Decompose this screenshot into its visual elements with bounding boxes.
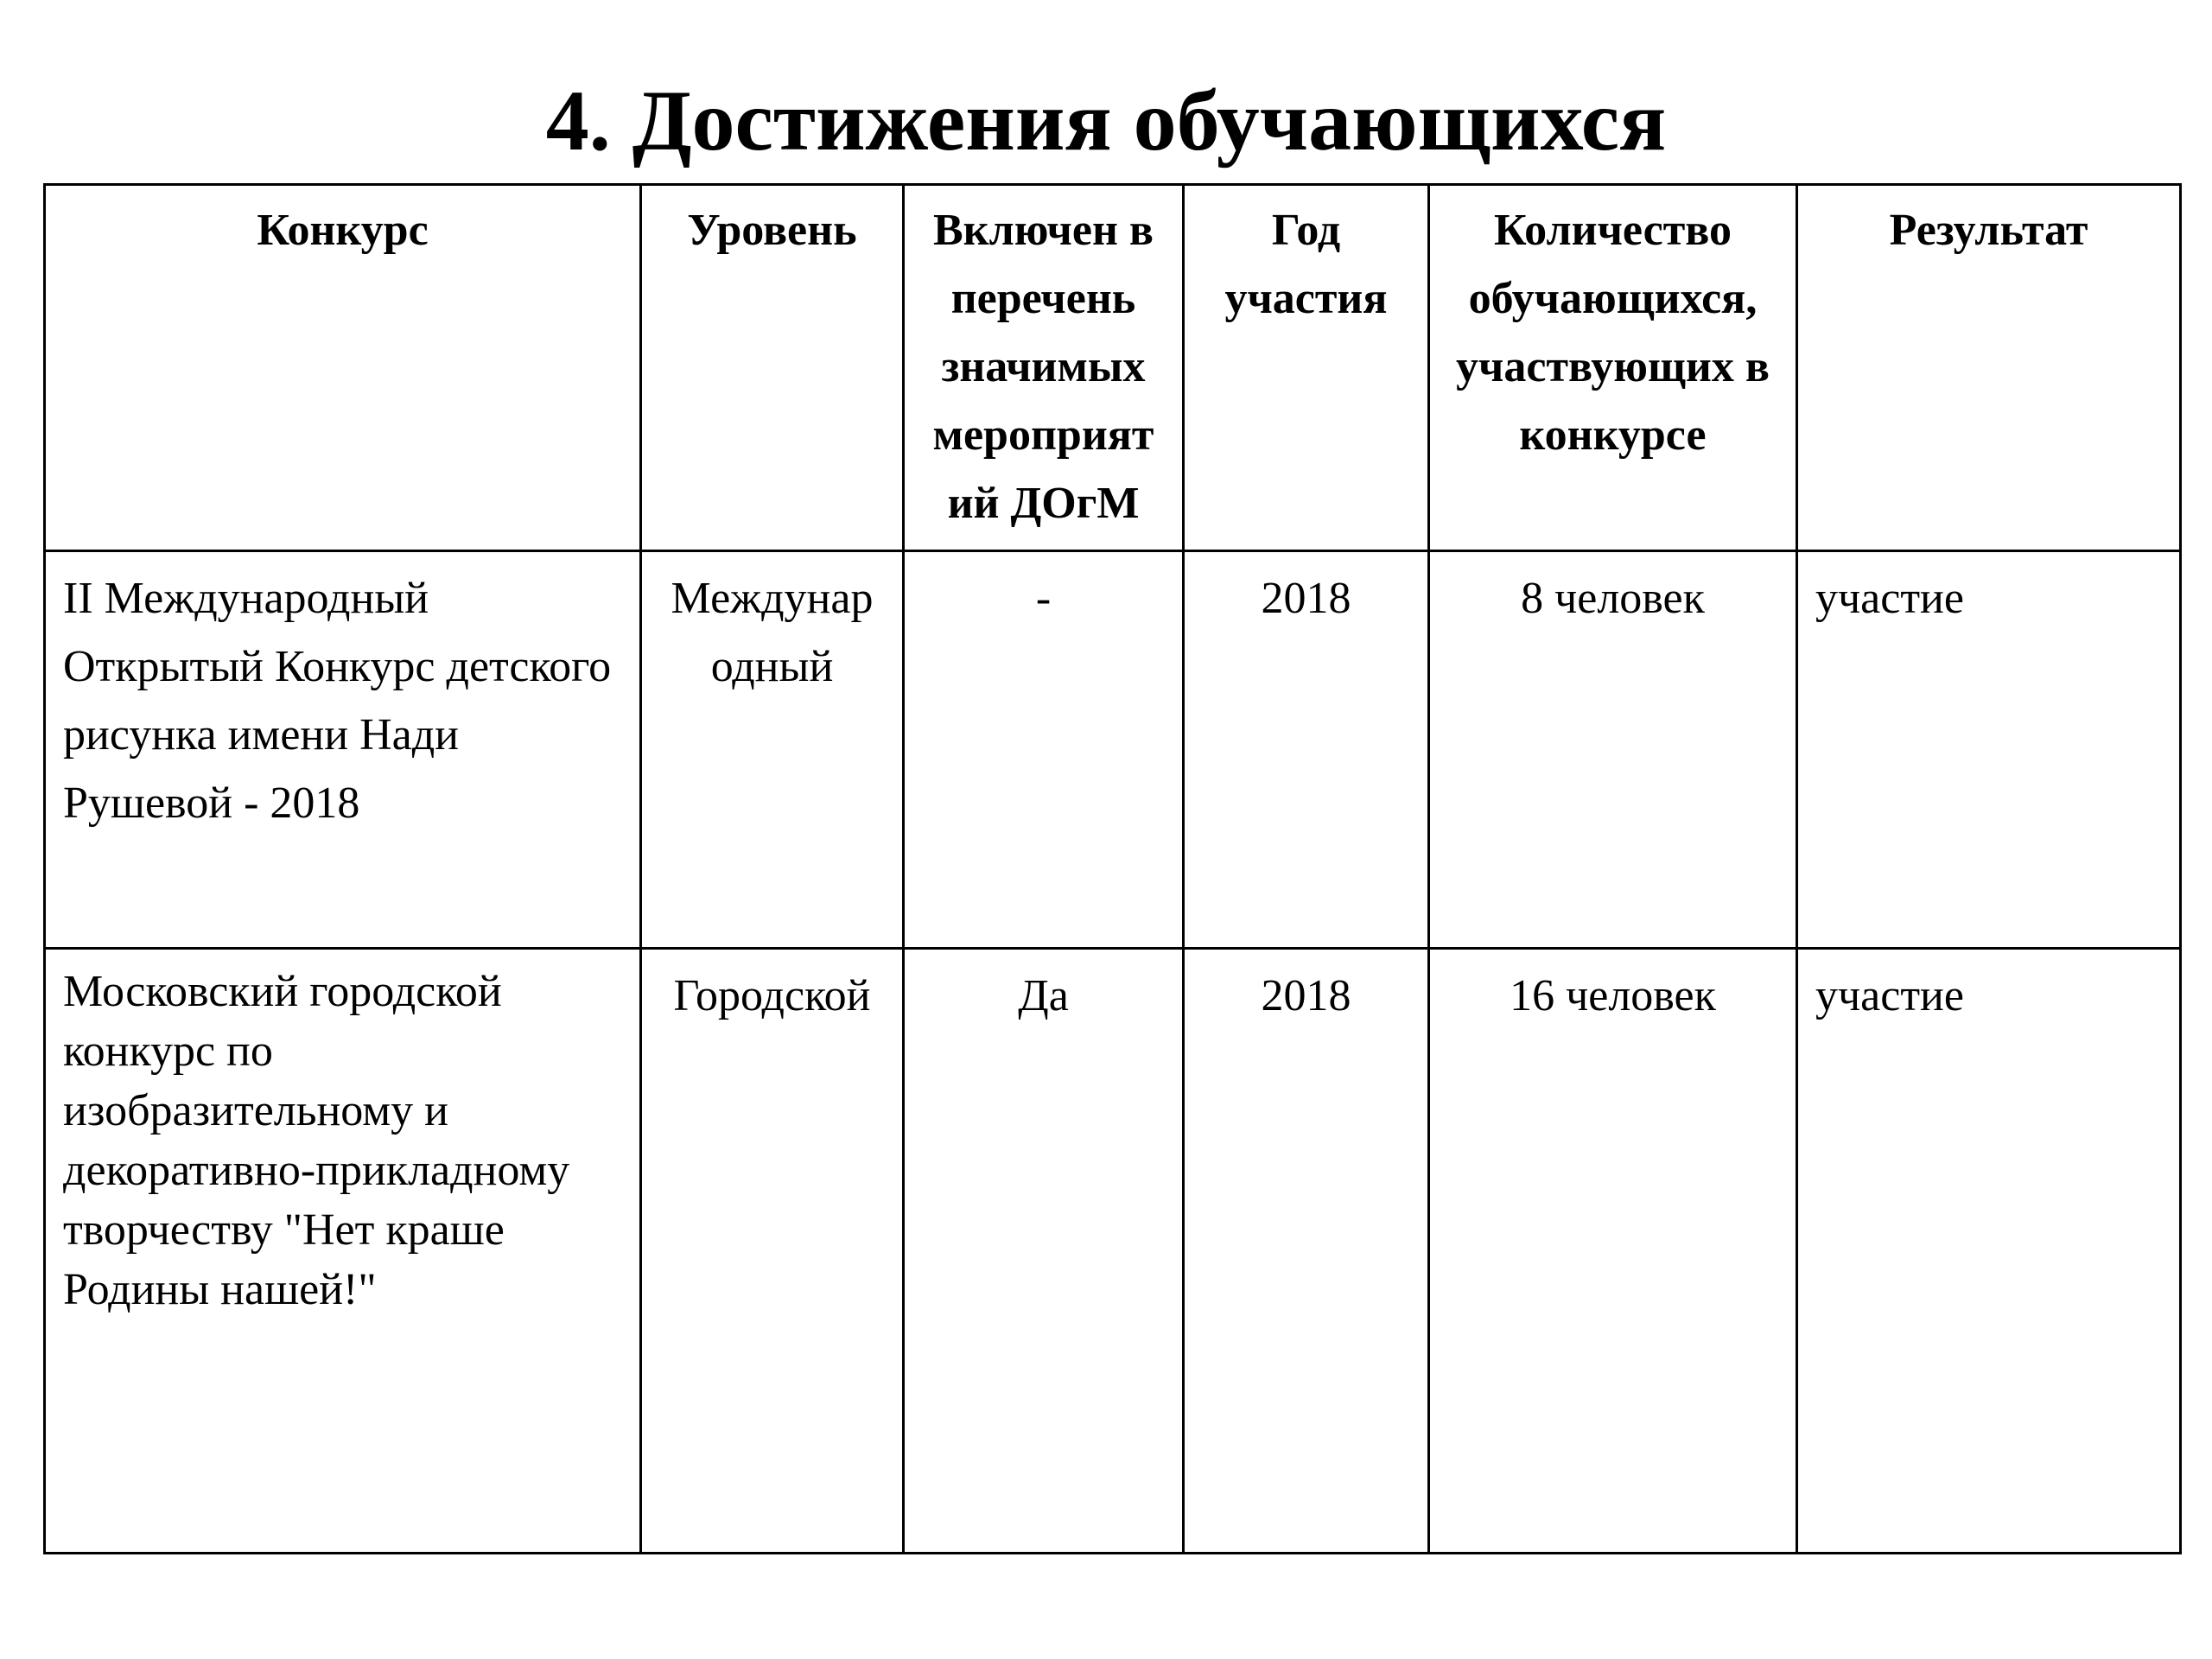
page-title: 4. Достижения обучающихся (545, 73, 1667, 168)
header-count: Количество обучающихся, участвующих в конкурсе (1429, 185, 1797, 551)
cell-count: 16 человек (1429, 949, 1797, 1554)
table-row (45, 949, 2181, 1554)
cell-level: Междунар одный (641, 551, 904, 949)
table-header-row (45, 185, 2181, 551)
cell-year: 2018 (1184, 551, 1429, 949)
header-included: Включен в перечень значимых мероприят ий ДОгМ (904, 185, 1184, 551)
table-row (45, 551, 2181, 949)
cell-level: Городской (641, 949, 904, 1554)
header-contest: Конкурс (45, 185, 641, 551)
cell-contest: II Международный Открытый Конкурс детского рисунка имени Нади Рушевой - 2018 (45, 551, 641, 949)
cell-year: 2018 (1184, 949, 1429, 1554)
header-year: Год участия (1184, 185, 1429, 551)
cell-count: 8 человек (1429, 551, 1797, 949)
cell-result: участие (1797, 551, 2181, 949)
cell-result: участие (1797, 949, 2181, 1554)
achievements-table (43, 183, 2182, 1554)
cell-included: - (904, 551, 1184, 949)
cell-included: Да (904, 949, 1184, 1554)
header-result: Результат (1797, 185, 2181, 551)
header-level: Уровень (641, 185, 904, 551)
cell-contest: Московский городской конкурс по изобразительному и декоративно-прикладному творчеству "Нет краше Родины нашей!" (45, 949, 641, 1554)
